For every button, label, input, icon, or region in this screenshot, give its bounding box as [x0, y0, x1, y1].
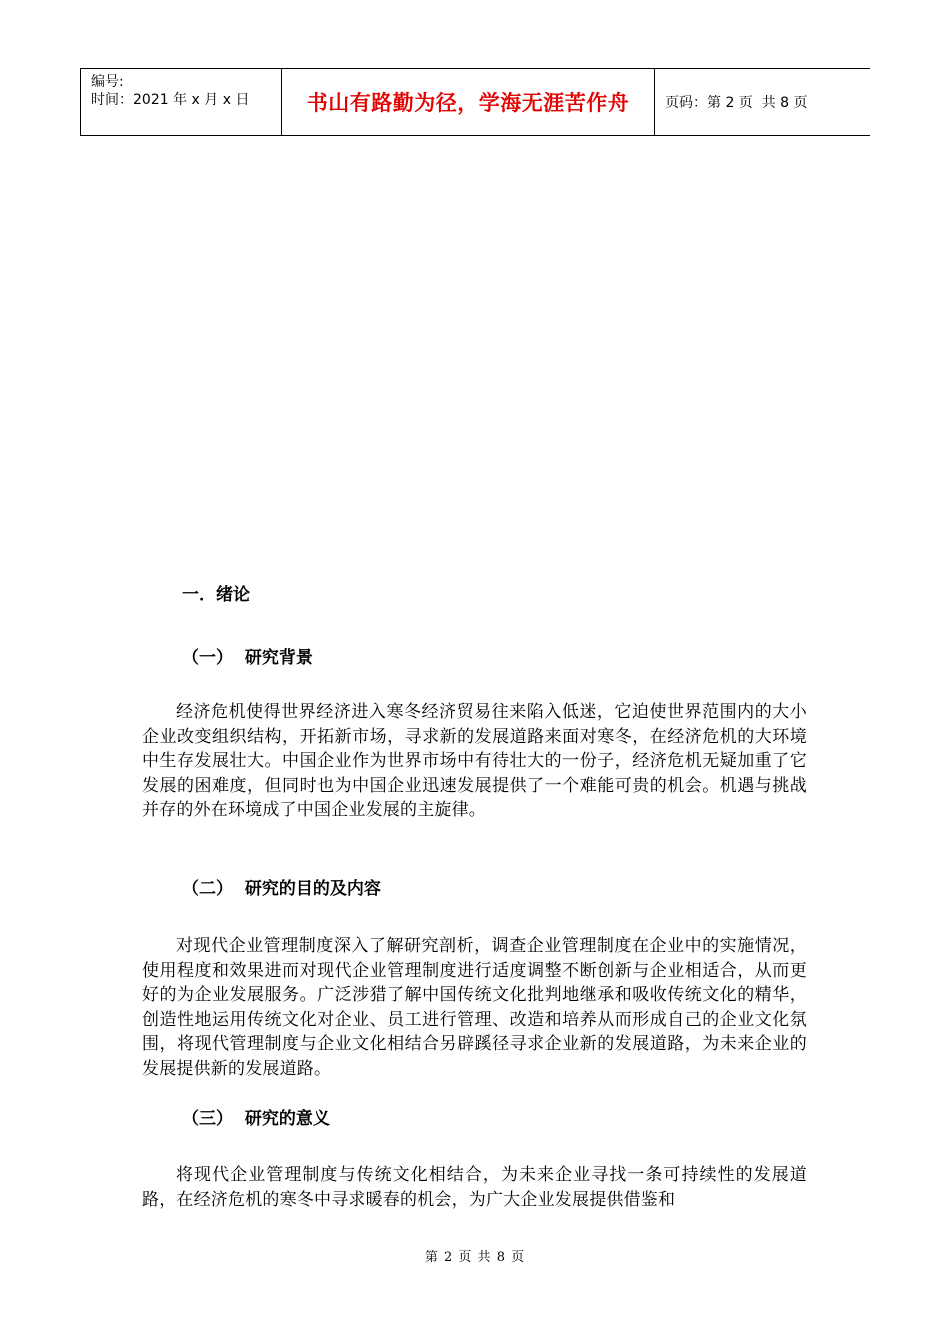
paragraph-purpose: 对现代企业管理制度深入了解研究剖析，调查企业管理制度在企业中的实施情况，使用程度和效果进而对现代企业管理制度进行适度调整不断创新与企业相适合，从而更好的为企业发展服务。广泛涉猎了解中国传统文化批判地继承和吸收传统文化的精华，创造性地运用传统文化对企业、员工进行管理、改造和培养从而形成自己的企业文化氛围，将现代管理制度与企业文化相结合另辟蹊径寻求企业新的发展道路，为未来企业的发展提供新的发展道路。	[142, 936, 807, 1079]
footer-page-number: 第 2 页 共 8 页	[424, 1250, 526, 1265]
header-motto-cell	[282, 69, 655, 135]
paragraph-significance: 将现代企业管理制度与传统文化相结合，为未来企业寻找一条可持续性的发展道路，在经济危机的寒冬中寻求暖春的机会，为广大企业发展提供借鉴和	[142, 1165, 807, 1210]
section-heading-background: （一） 研究背景	[182, 648, 313, 668]
main-heading: 一．绪论	[182, 585, 250, 605]
page-header	[80, 68, 870, 136]
header-page-cell	[655, 69, 870, 135]
number-label: 编号:	[91, 74, 124, 90]
page-footer	[0, 1246, 950, 1265]
time-label: 时间：2021 年 x 月 x 日	[91, 92, 250, 108]
section-heading-significance: （三） 研究的意义	[182, 1109, 330, 1129]
section-heading-purpose: （二） 研究的目的及内容	[182, 879, 381, 899]
header-meta-cell	[80, 69, 282, 135]
motto-text: 书山有路勤为径，学海无涯苦作舟	[306, 91, 630, 115]
paragraph-background: 经济危机使得世界经济进入寒冬经济贸易往来陷入低迷，它迫使世界范围内的大小企业改变组织结构，开拓新市场，寻求新的发展道路来面对寒冬，在经济危机的大环境中生存发展壮大。中国企业作为世界市场中有待壮大的一份子，经济危机无疑加重了它发展的困难度，但同时也为中国企业迅速发展提供了一个难能可贵的机会。机遇与挑战并存的外在环境成了中国企业发展的主旋律。	[142, 702, 807, 820]
page-info: 页码：第 2 页 共 8 页	[665, 95, 808, 111]
